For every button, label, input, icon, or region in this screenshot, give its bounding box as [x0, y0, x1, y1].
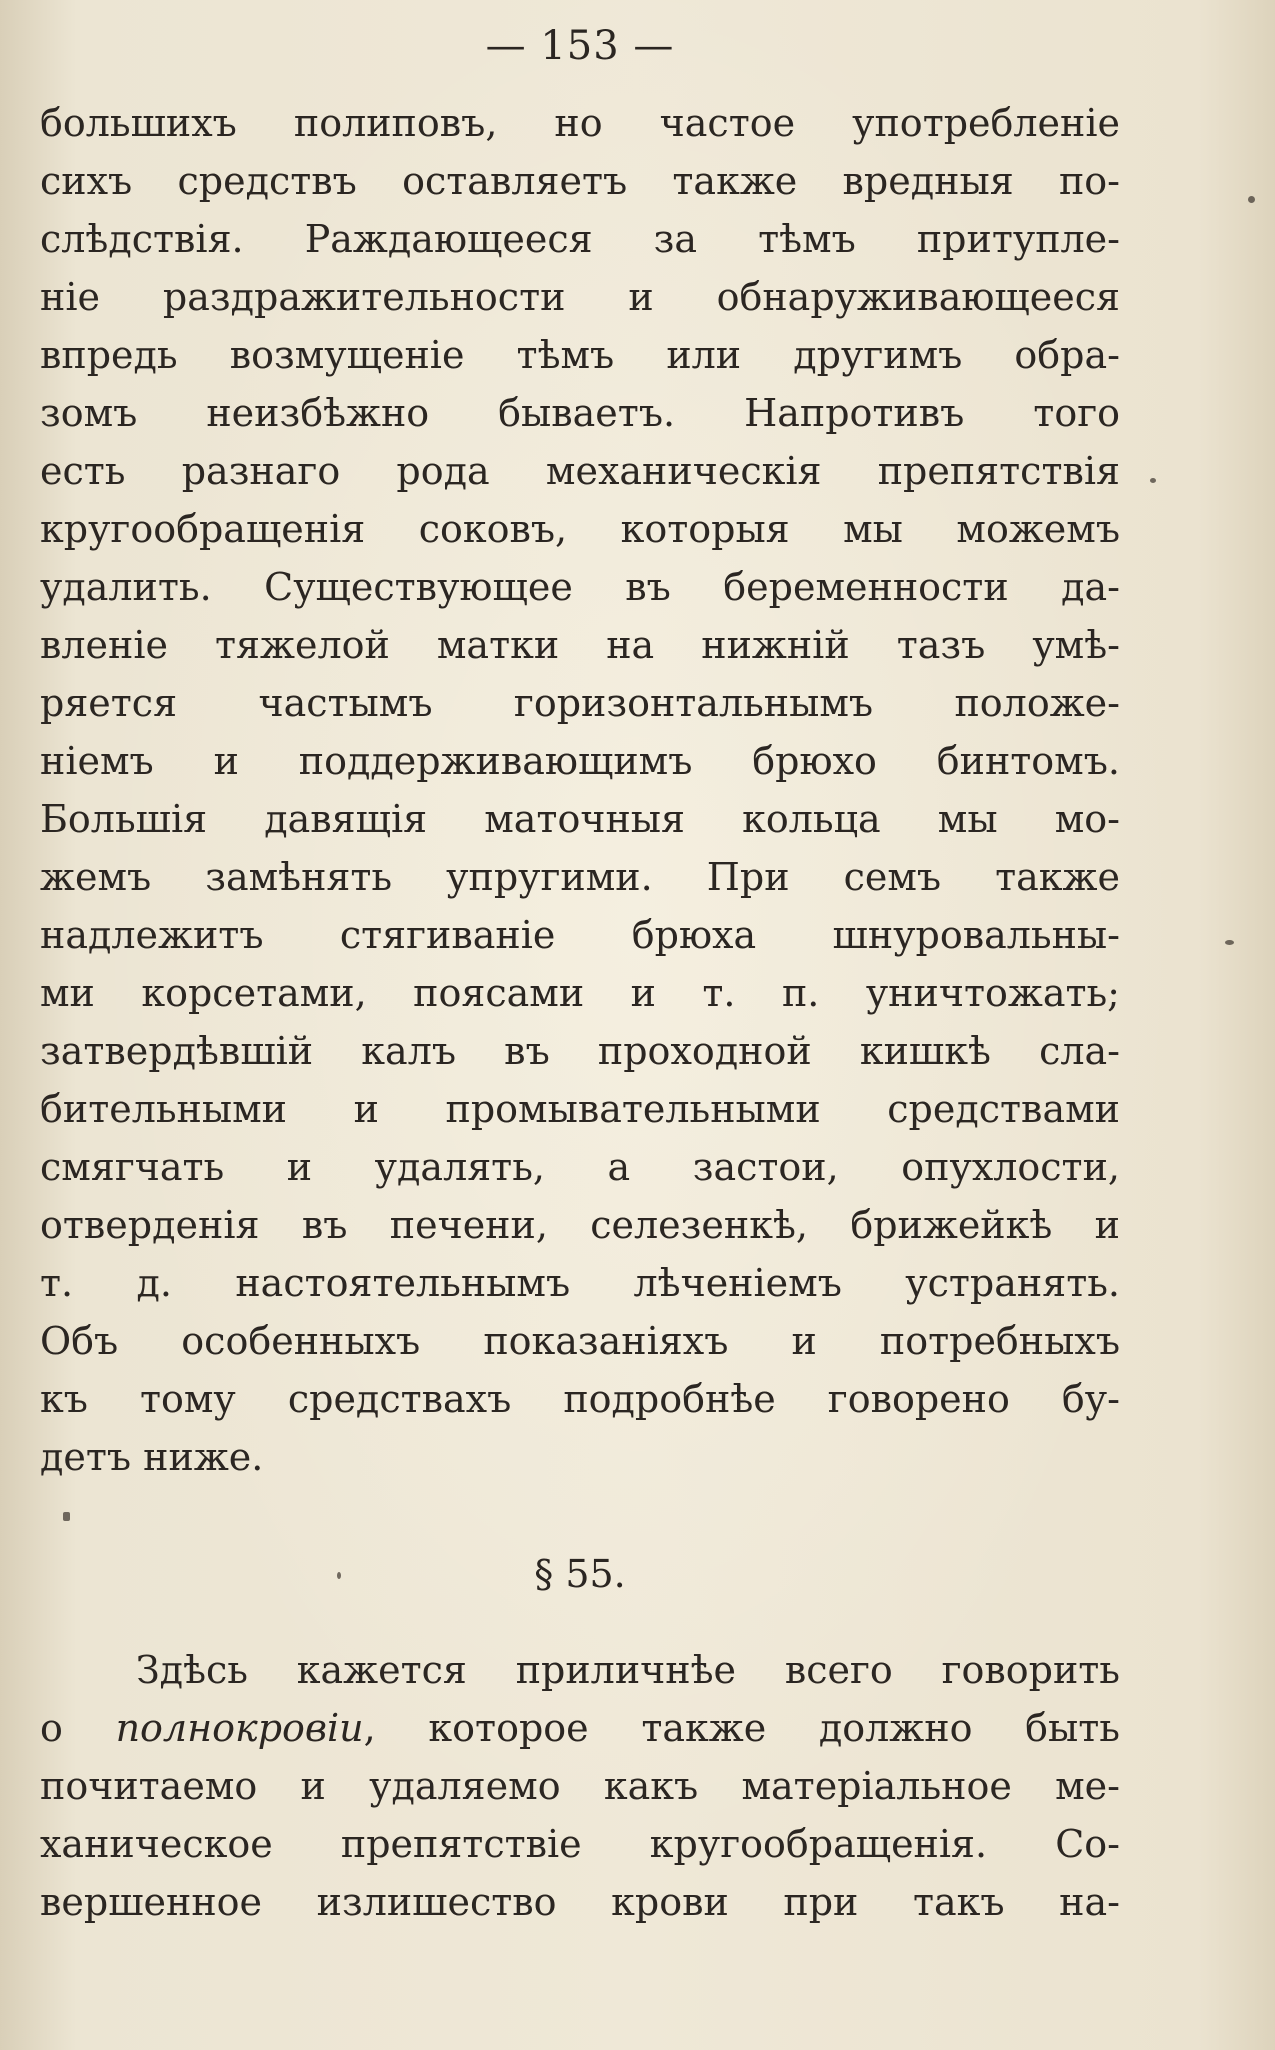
text-line: къ тому средствахъ подробнѣе говорено бу- — [40, 1377, 1120, 1421]
page-number: — 153 — — [485, 23, 675, 69]
text-line: сихъ средствъ оставляетъ также вредныя по- — [40, 159, 1120, 203]
paper-speck — [63, 1512, 70, 1521]
text-line: детъ ниже. — [40, 1435, 264, 1479]
text-line: Здѣсь кажется приличнѣе всего говорить — [136, 1648, 1120, 1692]
text-line: ханическое препятствіе кругообращенія. Со- — [40, 1822, 1120, 1866]
paper-speck — [1225, 940, 1234, 945]
text-line: смягчать и удалять, а застои, опухлости, — [40, 1145, 1120, 1189]
text-line: ряется частымъ горизонтальнымъ положе- — [40, 681, 1120, 725]
text-line: вленіе тяжелой матки на нижній тазъ умѣ- — [40, 623, 1120, 667]
text-line: ніемъ и поддерживающимъ брюхо бинтомъ. — [40, 739, 1120, 783]
text-line: бительными и промывательными средствами — [40, 1087, 1120, 1131]
text-line: Объ особенныхъ показаніяхъ и потребныхъ — [40, 1319, 1120, 1363]
text-fragment: , которое также должно быть — [363, 1706, 1120, 1750]
text-line: слѣдствія. Раждающееся за тѣмъ притупле- — [40, 217, 1120, 261]
text-line: отверденія въ печени, селезенкѣ, брижейкѣ и — [40, 1203, 1120, 1247]
text-line: жемъ замѣнять упругими. При семъ также — [40, 855, 1120, 899]
text-line: Большія давящія маточныя кольца мы мо- — [40, 797, 1120, 841]
text-line: вершенное излишество крови при такъ на- — [40, 1880, 1120, 1924]
section-heading: § 55. — [534, 1552, 626, 1596]
text-line: удалить. Существующее въ беременности да- — [40, 565, 1120, 609]
text-line: затвердѣвшій калъ въ проходной кишкѣ сла- — [40, 1029, 1120, 1073]
paper-speck — [337, 1572, 341, 1579]
text-line: впредь возмущеніе тѣмъ или другимъ обра- — [40, 333, 1120, 377]
text-line: т. д. настоятельнымъ лѣченіемъ устранять. — [40, 1261, 1120, 1305]
text-line: кругообращенія соковъ, которыя мы можемъ — [40, 507, 1120, 551]
text-line: большихъ полиповъ, но частое употребленіе — [40, 101, 1120, 145]
text-line: ми корсетами, поясами и т. п. уничтожать; — [40, 971, 1120, 1015]
text-line: надлежитъ стягиваніе брюха шнуровальны- — [40, 913, 1120, 957]
text-line: почитаемо и удаляемо какъ матеріальное ме- — [40, 1764, 1120, 1808]
italic-term: полнокровіи — [115, 1706, 364, 1750]
text-fragment: о — [40, 1706, 116, 1750]
paper-speck — [1150, 478, 1156, 483]
text-line — [40, 1699, 1120, 1757]
paper-speck — [1248, 196, 1255, 203]
text-line: есть разнаго рода механическія препятствія — [40, 449, 1120, 493]
text-line: зомъ неизбѣжно бываетъ. Напротивъ того — [40, 391, 1120, 435]
text-line: ніе раздражительности и обнаруживающееся — [40, 275, 1120, 319]
